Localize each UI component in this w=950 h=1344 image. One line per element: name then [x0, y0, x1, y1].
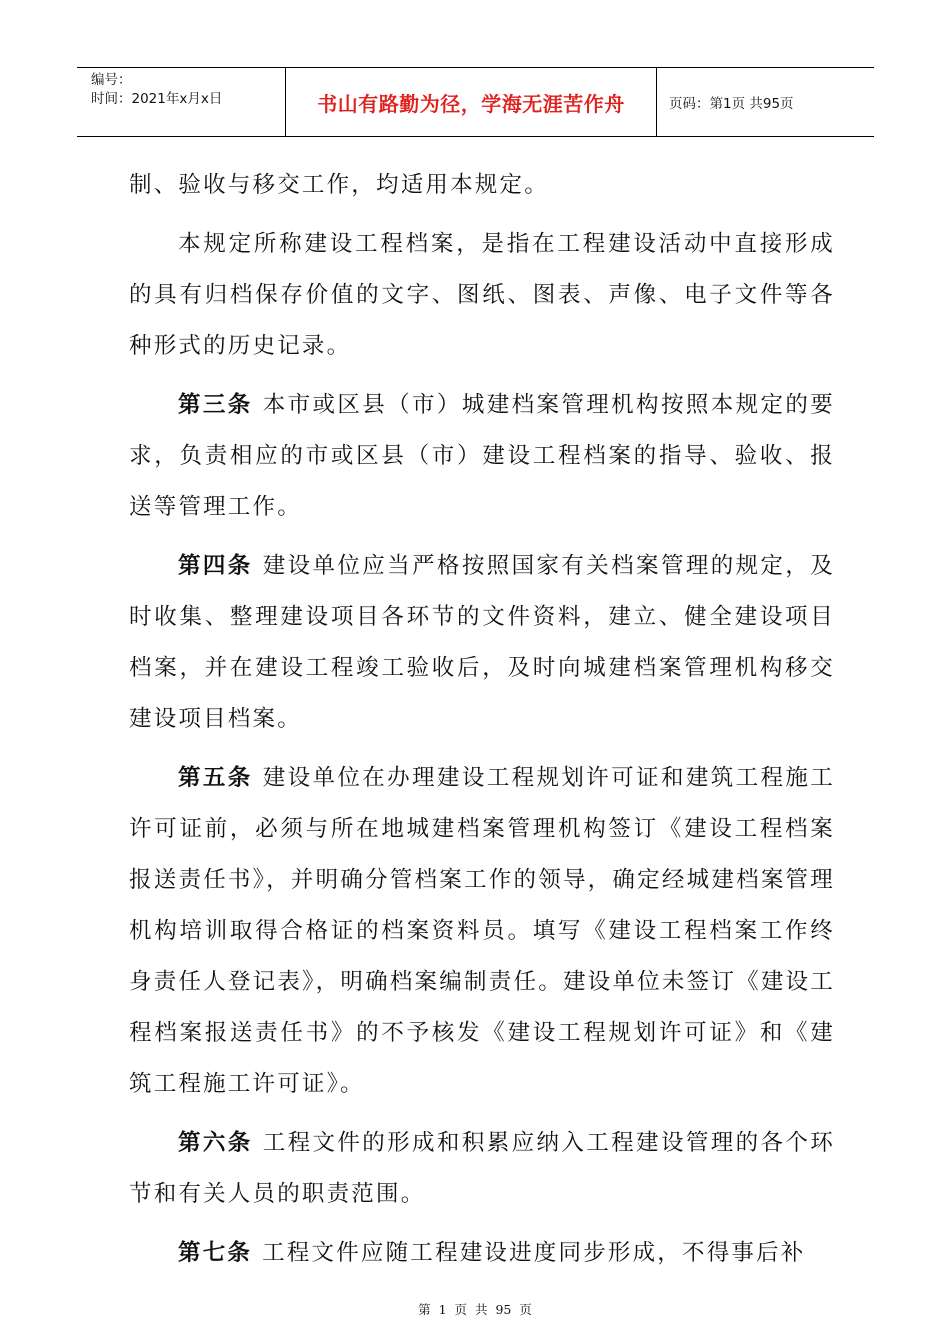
document-time-label: 时间：2021年x月x日 [91, 91, 223, 107]
document-number-label: 编号： [91, 72, 132, 88]
article-text: 本市或区县（市）城建档案管理机构按照本规定的要求，负责相应的市或区县（市）建设工程档案的指导、验收、报送等管理工作。 [129, 392, 835, 520]
article-heading: 第三条 [178, 392, 253, 418]
article-heading: 第四条 [178, 553, 253, 579]
article-paragraph [129, 1228, 835, 1279]
article-paragraph [129, 1118, 835, 1220]
article-heading: 第七条 [178, 1240, 253, 1266]
article-text: 工程文件的形成和积累应纳入工程建设管理的各个环节和有关人员的职责范围。 [129, 1130, 835, 1207]
header-motto-cell [285, 68, 657, 136]
paragraph-text: 制、验收与移交工作，均适用本规定。 [129, 172, 549, 198]
header-motto: 书山有路勤为径，学海无涯苦作舟 [317, 91, 625, 116]
paragraph-text: 本规定所称建设工程档案，是指在工程建设活动中直接形成的具有归档保存价值的文字、图纸、图表、声像、电子文件等各种形式的历史记录。 [129, 231, 835, 359]
article-text: 工程文件应随工程建设进度同步形成，不得事后补 [262, 1240, 806, 1266]
paragraph [129, 160, 835, 211]
page-footer: 第 1 页 共 95 页 [418, 1302, 532, 1317]
article-heading: 第六条 [178, 1130, 253, 1156]
article-text: 建设单位在办理建设工程规划许可证和建筑工程施工许可证前，必须与所在地城建档案管理机构签订《建设工程档案报送责任书》，并明确分管档案工作的领导，确定经城建档案管理机构培训取得合格证的档案资料员。填写《建设工程档案工作终身责任人登记表》，明确档案编制责任。建设单位未签订《建设工程档案报送责任书》的不予核发《建设工程规划许可证》和《建筑工程施工许可证》。 [129, 765, 835, 1097]
document-body [129, 160, 835, 1287]
article-paragraph [129, 541, 835, 745]
header-page-info: 页码：第1页 共95页 [669, 96, 794, 112]
header-meta [77, 68, 285, 136]
article-paragraph [129, 753, 835, 1110]
paragraph [129, 219, 835, 372]
article-text: 建设单位应当严格按照国家有关档案管理的规定，及时收集、整理建设项目各环节的文件资料，建立、健全建设项目档案，并在建设工程竣工验收后，及时向城建档案管理机构移交建设项目档案。 [129, 553, 835, 732]
article-paragraph [129, 380, 835, 533]
article-heading: 第五条 [178, 765, 253, 791]
page-header [77, 67, 874, 137]
